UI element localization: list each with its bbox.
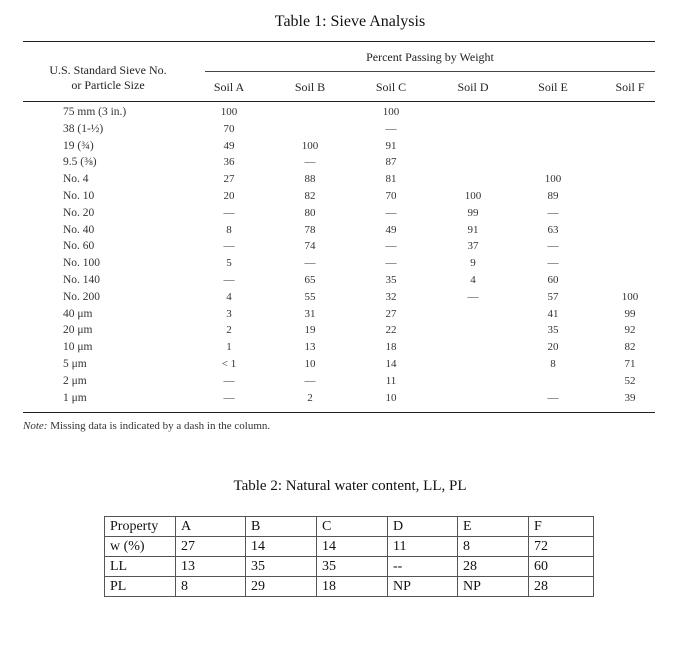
table2-row — [105, 537, 594, 557]
passing-value: 87 — [385, 156, 397, 169]
passing-value: 20 — [547, 341, 559, 354]
passing-value: 49 — [385, 223, 397, 236]
table1-row-header — [23, 63, 193, 93]
passing-value: 100 — [464, 190, 482, 202]
row-header-line2: or Particle Size — [71, 78, 145, 92]
passing-value: 19 — [304, 324, 316, 337]
passing-value: 57 — [547, 290, 559, 303]
column-header-b: Soil B — [294, 80, 326, 94]
table2-cell: NP — [388, 577, 458, 597]
table2-header-cell: B — [246, 517, 317, 537]
table2-header-cell: Property — [105, 517, 176, 537]
row-header-line1: U.S. Standard Sieve No. — [49, 63, 167, 77]
passing-value: 27 — [223, 173, 235, 186]
sieve-label: 38 (1-½) — [63, 122, 104, 135]
passing-value: — — [223, 274, 235, 286]
sieve-label: 1 μm — [63, 391, 87, 404]
passing-value: — — [304, 156, 316, 169]
passing-value: 100 — [382, 106, 400, 118]
column-header-d: Soil D — [457, 80, 489, 94]
table2-row — [105, 557, 594, 577]
sieve-label: 75 mm (3 in.) — [63, 106, 127, 118]
sieve-label: No. 20 — [63, 206, 95, 219]
passing-value: 88 — [304, 173, 316, 186]
passing-value: — — [547, 391, 559, 404]
table2-header-cell: E — [458, 517, 529, 537]
passing-value: 78 — [304, 223, 316, 236]
passing-value: 10 — [304, 358, 316, 370]
table2-cell: 60 — [529, 557, 594, 577]
passing-value: 92 — [624, 324, 636, 337]
passing-value: 82 — [624, 341, 636, 354]
table2-header-cell: C — [317, 517, 388, 537]
passing-value: 5 — [226, 257, 232, 270]
sieve-label: No. 140 — [63, 274, 101, 286]
table2-cell: w (%) — [105, 537, 176, 557]
passing-value: 8 — [226, 223, 232, 236]
passing-value: 70 — [223, 122, 235, 135]
table2-header-cell: A — [176, 517, 246, 537]
sieve-label: 20 μm — [63, 324, 93, 337]
passing-value: 100 — [621, 290, 639, 303]
passing-value: 82 — [304, 190, 316, 202]
table2-cell: 27 — [176, 537, 246, 557]
passing-value: 65 — [304, 274, 316, 286]
passing-value: 63 — [547, 223, 559, 236]
passing-value: 80 — [304, 206, 316, 219]
sieve-label: 5 μm — [63, 358, 87, 370]
passing-value: — — [547, 257, 559, 270]
sieve-label: No. 60 — [63, 240, 95, 253]
sieve-label: 10 μm — [63, 341, 93, 354]
passing-value: 91 — [467, 223, 479, 236]
passing-value: 37 — [467, 240, 479, 253]
passing-value: 2 — [226, 324, 232, 337]
passing-value: — — [467, 290, 479, 303]
table2-cell: 72 — [529, 537, 594, 557]
column-header-c: Soil C — [375, 80, 407, 94]
table1-group-rule — [205, 71, 655, 72]
table2 — [104, 516, 594, 597]
table2-title: Table 2: Natural water content, LL, PL — [233, 478, 467, 494]
sieve-label: 9.5 (⅜) — [63, 156, 97, 169]
sieve-label: 40 μm — [63, 307, 93, 320]
passing-value: 74 — [304, 240, 316, 253]
passing-value: 14 — [385, 358, 397, 370]
table2-cell: 28 — [458, 557, 529, 577]
passing-value: < 1 — [221, 358, 237, 370]
passing-value: 32 — [385, 290, 397, 303]
table2-cell: 14 — [246, 537, 317, 557]
passing-value: 13 — [304, 341, 316, 354]
table2-header-row — [105, 517, 594, 537]
passing-value: — — [385, 240, 397, 253]
passing-value: 52 — [624, 374, 636, 387]
passing-value: 27 — [385, 307, 397, 320]
table2-cell: 35 — [317, 557, 388, 577]
column-header-a: Soil A — [213, 80, 245, 94]
passing-value: 18 — [385, 341, 397, 354]
passing-value: 36 — [223, 156, 235, 169]
sieve-label: No. 10 — [63, 190, 95, 202]
table1-title: Table 1: Sieve Analysis — [274, 13, 426, 30]
passing-value: 20 — [223, 190, 235, 202]
passing-value: — — [385, 122, 397, 135]
table2-cell: 11 — [388, 537, 458, 557]
table1-group-header: Percent Passing by Weight — [366, 50, 494, 64]
table2-cell: 13 — [176, 557, 246, 577]
passing-value: — — [223, 240, 235, 253]
table2-cell: PL — [105, 577, 176, 597]
passing-value: — — [223, 374, 235, 387]
passing-value: 41 — [547, 307, 559, 320]
passing-value: — — [547, 240, 559, 253]
table2-cell: 18 — [317, 577, 388, 597]
passing-value: 31 — [304, 307, 316, 320]
passing-value: 99 — [624, 307, 636, 320]
table2-cell: 8 — [458, 537, 529, 557]
passing-value: 11 — [385, 374, 397, 387]
table2-cell: NP — [458, 577, 529, 597]
passing-value: — — [304, 374, 316, 387]
table2-cell: -- — [388, 557, 458, 577]
passing-value: 100 — [220, 106, 238, 118]
passing-value: 81 — [385, 173, 397, 186]
note-prefix: Note: — [23, 420, 48, 432]
passing-value: 99 — [467, 206, 479, 219]
sieve-label: 19 (¾) — [63, 139, 94, 152]
passing-value: — — [304, 257, 316, 270]
table2-cell: 35 — [246, 557, 317, 577]
passing-value: 60 — [547, 274, 559, 286]
sieve-label: No. 100 — [63, 257, 101, 270]
passing-value: 49 — [223, 139, 235, 152]
sieve-label: No. 40 — [63, 223, 95, 236]
passing-value: 4 — [470, 274, 476, 286]
passing-value: 4 — [226, 290, 232, 303]
column-header-f: Soil F — [615, 80, 645, 94]
passing-value: 55 — [304, 290, 316, 303]
passing-value: 22 — [385, 324, 397, 337]
table2-cell: LL — [105, 557, 176, 577]
column-header-e: Soil E — [538, 80, 568, 94]
passing-value: 3 — [226, 307, 232, 320]
sieve-label: 2 μm — [63, 374, 87, 387]
table2-cell: 14 — [317, 537, 388, 557]
passing-value: 71 — [624, 358, 636, 370]
passing-value: 39 — [624, 391, 636, 404]
passing-value: 9 — [470, 257, 476, 270]
passing-value: 10 — [385, 391, 397, 404]
sieve-label: No. 4 — [63, 173, 89, 186]
table1-header-rule — [23, 101, 655, 102]
table1-bottom-rule — [23, 412, 655, 413]
passing-value: 89 — [547, 190, 559, 202]
passing-value: — — [385, 257, 397, 270]
sieve-label: No. 200 — [63, 290, 101, 303]
table2-header-cell: F — [529, 517, 594, 537]
note-text: Missing data is indicated by a dash in the column. — [50, 420, 271, 432]
passing-value: 100 — [544, 173, 562, 186]
passing-value: 1 — [226, 341, 232, 354]
table2-cell: 8 — [176, 577, 246, 597]
table1-top-rule — [23, 41, 655, 42]
passing-value: — — [223, 206, 235, 219]
table1-note — [23, 420, 270, 432]
passing-value: 35 — [385, 274, 397, 286]
passing-value: 91 — [385, 139, 397, 152]
passing-value: — — [547, 206, 559, 219]
table2-header-cell: D — [388, 517, 458, 537]
passing-value: 35 — [547, 324, 559, 337]
table2-row — [105, 577, 594, 597]
passing-value: — — [385, 206, 397, 219]
passing-value: 70 — [385, 190, 397, 202]
passing-value: 8 — [550, 358, 556, 370]
table2-cell: 29 — [246, 577, 317, 597]
passing-value: 100 — [301, 139, 319, 152]
table2-cell: 28 — [529, 577, 594, 597]
passing-value: 2 — [307, 391, 313, 404]
passing-value: — — [223, 391, 235, 404]
